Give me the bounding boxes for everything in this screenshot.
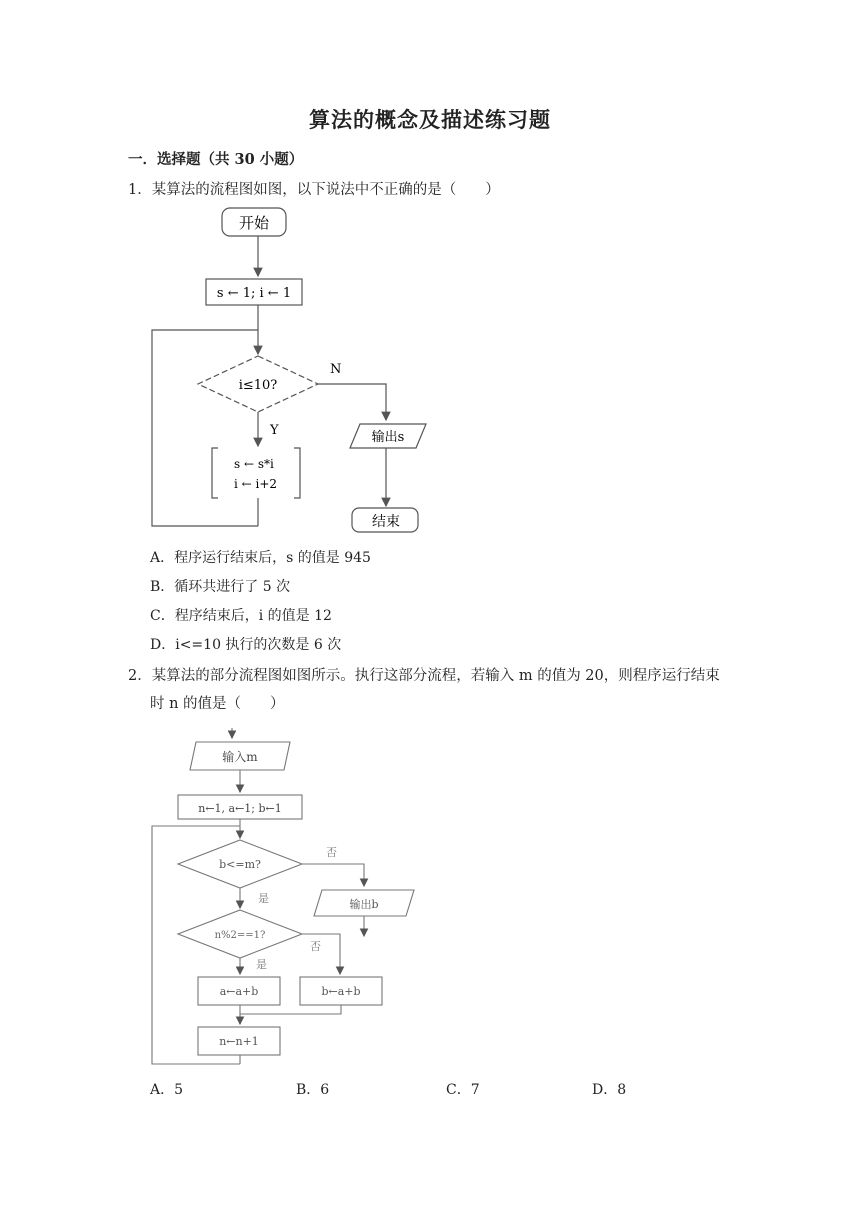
flow2-line bbox=[240, 1005, 341, 1014]
section-heading: 一．选择题（共 30 小题） bbox=[128, 151, 304, 168]
flow2-left-assign-text: a←a+b bbox=[219, 985, 259, 998]
flow1-end-text: 结束 bbox=[372, 514, 400, 530]
q2-option-b: B．6 bbox=[296, 1082, 330, 1098]
flow1-body-bracket-right bbox=[294, 448, 300, 498]
flow2-no2-label: 否 bbox=[310, 940, 321, 953]
q1-option-c: C．程序结束后，i 的值是 12 bbox=[150, 608, 332, 624]
q2-option-c: C．7 bbox=[446, 1082, 480, 1098]
flow1-body2-text: i ← i+2 bbox=[234, 477, 278, 491]
flow2-input-text: 输入m bbox=[222, 750, 258, 764]
q1-option-d: D．i<=10 执行的次数是 6 次 bbox=[150, 637, 342, 653]
flow1-start-text: 开始 bbox=[238, 214, 270, 232]
question-1-stem: 1．某算法的流程图如图，以下说法中不正确的是（ ） bbox=[128, 182, 500, 198]
flow2-cond2-text: n%2==1? bbox=[214, 930, 266, 941]
flow1-yes-label: Y bbox=[270, 423, 279, 438]
q1-option-b: B．循环共进行了 5 次 bbox=[150, 579, 291, 595]
flow2-arrow bbox=[302, 934, 340, 974]
flow1-output-text: 输出s bbox=[371, 430, 405, 445]
flow2-arrow bbox=[302, 864, 364, 886]
flow1-body-bracket-left bbox=[212, 448, 218, 498]
q2-option-d: D．8 bbox=[592, 1082, 627, 1098]
flow1-no-label: N bbox=[330, 362, 342, 377]
question-2-stem-line1: 2．某算法的部分流程图如图所示。执行这部分流程，若输入 m 的值为 20，则程序运行结束 bbox=[128, 668, 720, 684]
flow2-output-text: 输出b bbox=[349, 898, 379, 911]
page-title: 算法的概念及描述练习题 bbox=[309, 107, 551, 132]
flow2-inc-text: n←n+1 bbox=[219, 1035, 259, 1048]
flow2-yes1-label: 是 bbox=[258, 892, 269, 905]
flow1-cond-text: i≤10? bbox=[238, 378, 278, 393]
flow1-loop-line bbox=[152, 330, 258, 526]
flow1-arrow bbox=[318, 384, 386, 420]
flow2-right-assign-text: b←a+b bbox=[321, 985, 361, 998]
flow2-yes2-label: 是 bbox=[256, 958, 267, 971]
flow1-init-text: s ← 1; i ← 1 bbox=[216, 286, 292, 301]
flow1-body1-text: s ← s*i bbox=[234, 457, 274, 471]
question-2-stem-line2: 时 n 的值是（ ） bbox=[150, 696, 285, 712]
flow2-no1-label: 否 bbox=[326, 846, 337, 859]
q2-option-a: A．5 bbox=[150, 1082, 184, 1098]
q1-option-a: A．程序运行结束后，s 的值是 945 bbox=[150, 550, 371, 566]
flow2-init-text: n←1, a←1; b←1 bbox=[198, 802, 282, 815]
flow2-cond1-text: b<=m? bbox=[219, 858, 261, 871]
